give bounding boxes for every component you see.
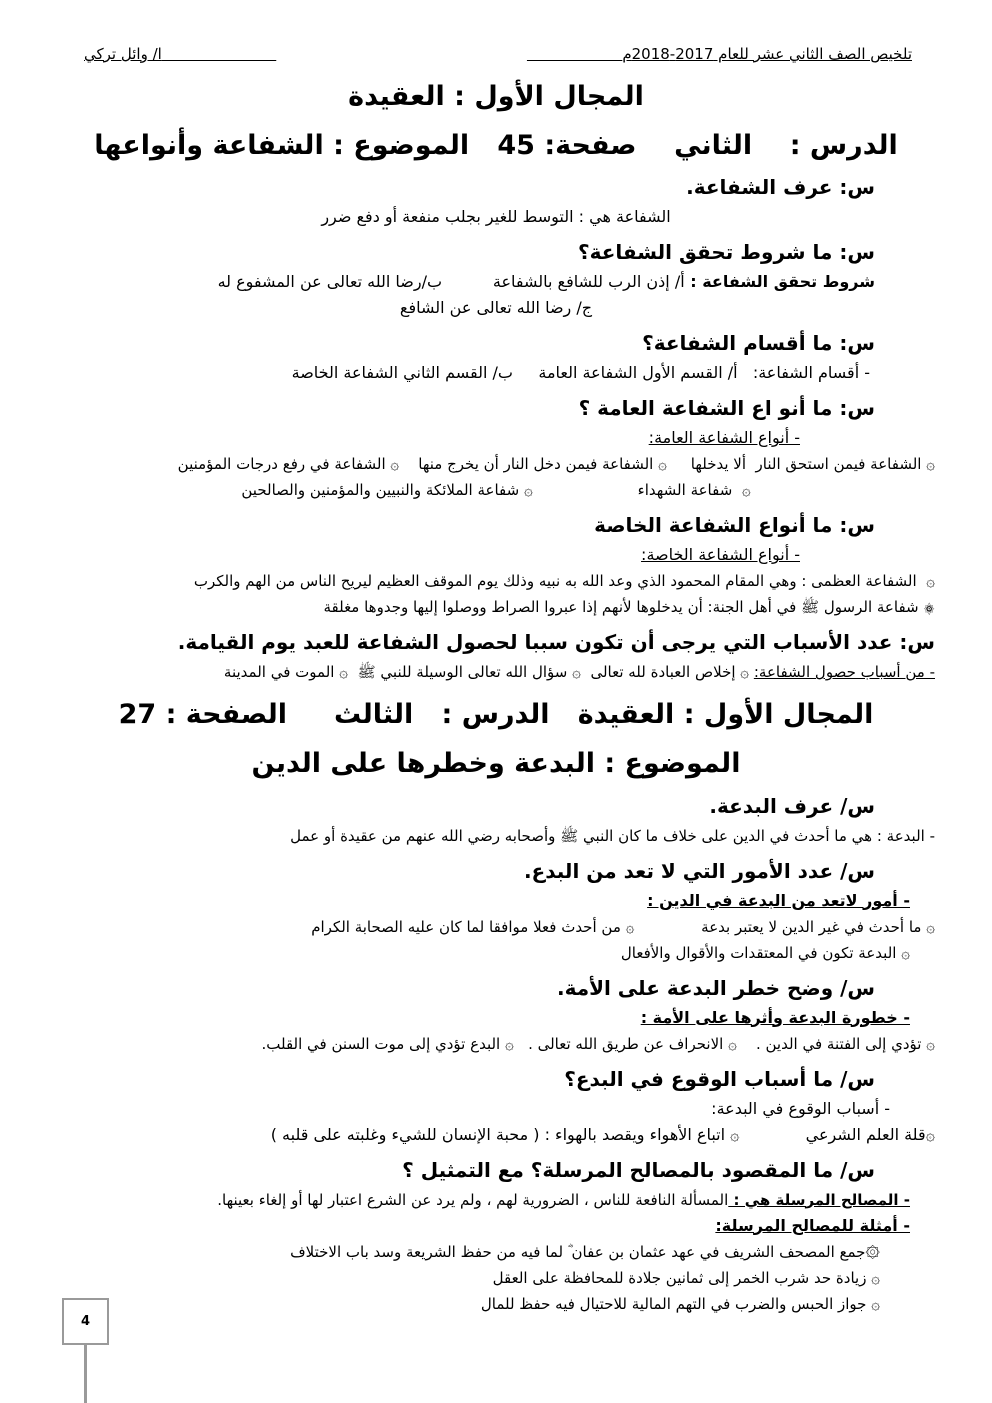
question-general-intercession-types: س: ما أنو اع الشفاعة العامة ؟ (578, 396, 875, 421)
answer-define-bidah: - البدعة : هي ما أحدث في الدين على خلاف ما كان النبي ﷺ وأصحابه رضي الله عنهم من عقيدة أو عمل (290, 826, 935, 845)
not-bidah-row1: ۞ ما أحدث في غير الدين لا يعتبر بدعة ۞ من أحدث فعلا موافقا لما كان عليه الصحابة الكرام (311, 917, 935, 936)
header-teacher-name: ا/ وائل تركي (84, 45, 162, 63)
special-types-row1: ۞ الشفاعة العظمى : وهي المقام المحمود الذي وعد الله به نبيه وذلك يوم الموقف العظيم ليريح الناس من الهم والكرب (193, 572, 935, 591)
conditions-label: شروط تحقق الشفاعة : (684, 272, 875, 292)
not-bidah-label: - أمور لاتعد من البدعة في الدين : (647, 890, 910, 910)
question-intercession-causes: س: عدد الأسباب التي يرجى أن تكون سببا لحصول الشفاعة للعبد يوم القيامة. (177, 630, 935, 655)
lesson2-domain-title: المجال الأول : العقيدة (348, 81, 644, 112)
general-types-label: - أنواع الشفاعة العامة: (648, 428, 800, 448)
document-body (57, 77, 935, 1317)
answer-condition-c: ج/ رضا الله تعالى عن الشافع (399, 298, 593, 318)
footer-divider-line (84, 1345, 87, 1403)
masalih-example-3: ۞ جواز الحبس والضرب في التهم المالية للاحتيال فيه حفظ للمال (480, 1294, 880, 1313)
answer-intercession-conditions (57, 269, 935, 295)
header-course-title: تلخيص الصف الثاني عشر للعام 2017-2018م (622, 45, 912, 63)
not-bidah-row2: ۞ البدعة تكون في المعتقدات والأقوال والأفعال (620, 943, 910, 962)
masalih-examples-label: - أمثلة للمصالح المرسلة: (715, 1215, 910, 1235)
falling-into-bidah-row1: ۞قلة العلم الشرعي ۞ اتباع الأهواء ويقصد بالهواء : ( محبة الإنسان للشيء وغلبته على قلبه ) (270, 1124, 935, 1144)
causes-items: ۞ إخلاص العبادة لله تعالى ۞ سؤال الله تعالى الوسيلة للنبي ﷺ ۞ الموت في المدينة (223, 663, 754, 682)
masalih-label: - المصالح المرسلة هي : (728, 1190, 910, 1209)
question-intercession-conditions: س: ما شروط تحقق الشفاعة؟ (577, 240, 875, 265)
masalih-definition: المسألة النافعة للناس ، الضرورية لهم ، ولم يرد عن الشرع اعتبار لها أو إلغاء بعينها. (217, 1190, 729, 1209)
page-number-box (62, 1298, 109, 1345)
lesson3-topic-line: الموضوع : البدعة وخطرها على الدين (251, 748, 741, 780)
question-masalih-mursala: س/ ما المقصود بالمصالح المرسلة؟ مع التمثيل ؟ (402, 1157, 875, 1182)
bidah-danger-label: - خطورة البدعة وأثرها على الأمة : (640, 1007, 910, 1027)
page-number: 4 (80, 1314, 91, 1329)
special-types-label: - أنواع الشفاعة الخاصة: (641, 545, 800, 565)
masalih-definition-row (57, 1187, 935, 1213)
question-not-bidah: س/ عدد الأمور التي لا تعد من البدع. (523, 858, 875, 883)
masalih-example-2: ۞ زيادة حد شرب الخمر إلى ثمانين جلادة للمحافظة على العقل (492, 1268, 880, 1287)
page-header (84, 45, 912, 63)
intercession-causes-row (57, 659, 935, 685)
question-special-intercession-types: س: ما أنواع الشفاعة الخاصة (594, 513, 875, 538)
general-types-row1: ۞ الشفاعة فيمن استحق النار ألا يدخلها ۞ الشفاعة فيمن دخل النار أن يخرج منها ۞ الشفاعة في رفع درجات المؤمنين (177, 455, 935, 474)
question-define-bidah: س/ عرف البدعة. (709, 793, 875, 818)
answer-define-intercession: الشفاعة هي : التوسط للغير بجلب منفعة أو دفع ضرر (321, 207, 671, 227)
bidah-danger-row1: ۞ تؤدي إلى الفتنة في الدين . ۞ الانحراف عن طريق الله تعالى . ۞ البدع تؤدي إلى موت السنن في القلب. (261, 1034, 935, 1053)
question-intercession-divisions: س: ما أقسام الشفاعة؟ (642, 331, 875, 356)
conditions-items: أ/ إذن الرب للشافع بالشفاعة ب/رضا الله تعالى عن المشفوع له (217, 272, 685, 292)
question-falling-into-bidah: س/ ما أسباب الوقوع في البدع؟ (564, 1066, 875, 1091)
answer-intercession-divisions: - أقسام الشفاعة: أ/ القسم الأول الشفاعة العامة ب/ القسم الثاني الشفاعة الخاصة (291, 363, 870, 383)
question-define-intercession: س: عرف الشفاعة. (686, 175, 875, 200)
masalih-example-1: ۞جمع المصحف الشريف في عهد عثمان بن عفان ؓ لما فيه من حفظ الشريعة وسد باب الاختلاف (290, 1242, 880, 1261)
general-types-row2: ۞ شفاعة الشهداء ۞ شفاعة الملائكة والنبيين والمؤمنين والصالحين (241, 481, 751, 500)
lesson2-lesson-line: الدرس : الثاني صفحة: 45 الموضوع : الشفاعة وأنواعها (94, 130, 898, 162)
question-bidah-danger: س/ وضح خطر البدعة على الأمة. (556, 975, 875, 1000)
causes-label: - من أسباب حصول الشفاعة: (753, 663, 935, 682)
special-types-row2: ۞ شفاعة الرسول ﷺ في أهل الجنة: أن يدخلوها لأنهم إذا عبروا الصراط ووصلوا إليها وجدوها مغلقة (323, 598, 935, 617)
falling-into-bidah-intro: - أسباب الوقوع في البدعة: (711, 1098, 890, 1118)
lesson3-header-line: المجال الأول : العقيدة الدرس : الثالث الصفحة : 27 (118, 699, 874, 731)
